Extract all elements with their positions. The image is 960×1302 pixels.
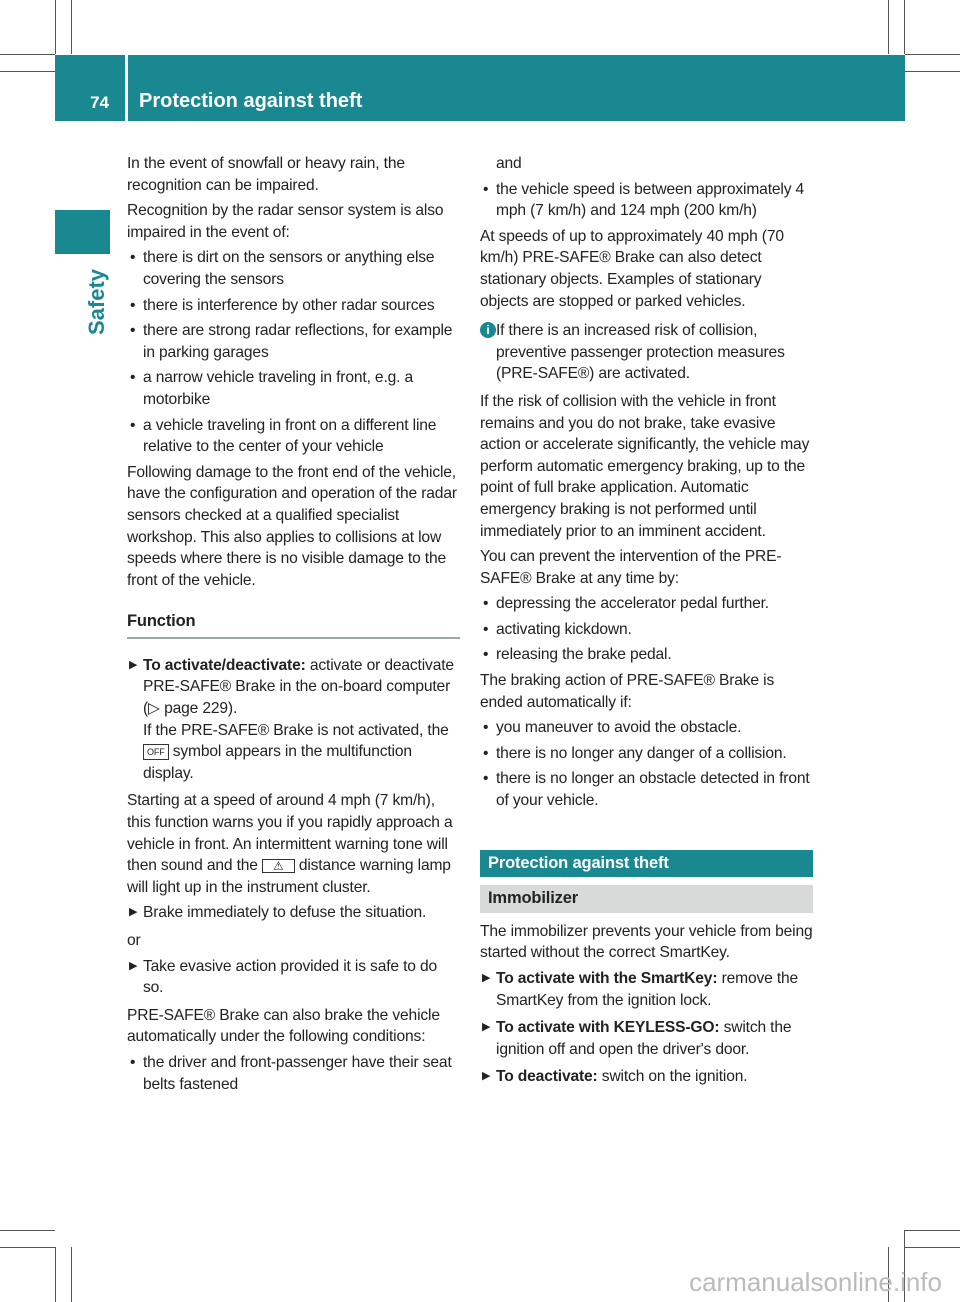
crop-mark (905, 71, 960, 72)
page-title: Protection against theft (139, 90, 363, 112)
list-item: • a narrow vehicle traveling in front, e.g. a motorbike (127, 367, 460, 410)
arrow-icon: ▶ (129, 906, 138, 919)
paragraph: PRE-SAFE® Brake can also brake the vehicle automatically under the following conditions: (127, 1006, 440, 1046)
instruction (480, 968, 813, 1011)
crop-mark (905, 54, 960, 55)
crop-mark (888, 0, 889, 54)
distance-warning-lamp-icon: ⚠ (262, 859, 295, 873)
side-tab-label: Safety (84, 268, 109, 335)
list-item: • there is interference by other radar sources (127, 295, 460, 317)
list-item: • you maneuver to avoid the obstacle. (480, 717, 813, 739)
list-item: • there is no longer any danger of a collision. (480, 743, 813, 765)
paragraph: and (496, 155, 522, 172)
instruction-text: Brake immediately to defuse the situation. (143, 904, 427, 922)
arrow-icon: ▶ (129, 658, 138, 671)
info-text: If there is an increased risk of collision, preventive passenger protection measures (PRE-SAFE®) are activated. (496, 322, 785, 383)
instruction-label: To deactivate: (496, 1068, 598, 1086)
paragraph: At speeds of up to approximately 40 mph (70 km/h) PRE-SAFE® Brake can also detect stationary objects. Examples of stationary objects are stopped or parked vehicles. (480, 227, 784, 310)
instruction-text: switch on the ignition. (601, 1068, 748, 1086)
paragraph: In the event of snowfall or heavy rain, the recognition can be impaired. (127, 155, 405, 194)
page-number: 74 (90, 93, 109, 112)
note-text: If the PRE-SAFE® Brake is not activated, the (143, 721, 449, 739)
crop-mark (71, 0, 72, 54)
arrow-icon: ▶ (129, 959, 138, 972)
instruction (127, 902, 460, 924)
right-column (480, 153, 813, 1094)
paragraph (127, 790, 460, 898)
arrow-icon: ▶ (482, 1021, 491, 1034)
list-item: • there is no longer an obstacle detected in front of your vehicle. (480, 768, 813, 811)
crop-mark (0, 71, 55, 72)
left-column (127, 153, 460, 1099)
instruction-text: activate or deactivate PRE-SAFE® Brake in the on-board computer (▷ page 229). (143, 656, 454, 718)
section-heading: Protection against theft (480, 850, 813, 878)
paragraph: or (127, 932, 141, 949)
paragraph: You can prevent the intervention of the PRE-SAFE® Brake at any time by: (480, 548, 782, 587)
paragraph: The braking action of PRE-SAFE® Brake is ended automatically if: (480, 672, 775, 711)
instruction (127, 956, 460, 999)
arrow-icon: ▶ (482, 972, 491, 984)
pre-safe-off-symbol-icon: OFF (143, 744, 169, 760)
function-heading: Function (127, 611, 460, 639)
paragraph-text: Starting at a speed of around 4 mph (7 km/h), this function warns you if you rapidly approach a vehicle in front. An intermittent warning tone will then sound and the (127, 792, 453, 875)
side-tab-marker (55, 210, 110, 254)
instruction-text: Take evasive action provided it is safe to do so. (143, 957, 438, 997)
crop-mark (905, 1230, 960, 1231)
info-note (480, 320, 813, 385)
arrow-icon: ▶ (482, 1070, 491, 1083)
crop-mark (0, 54, 55, 55)
paragraph: Following damage to the front end of the vehicle, have the configuration and operation of the radar sensors checked at a qualified specialist workshop. This also applies to collisions at low speeds where there is no visible damage to the front of the vehicle. (127, 463, 457, 589)
crop-mark (0, 1247, 55, 1248)
instruction-label: To activate with the SmartKey: (496, 970, 718, 987)
list-item: • there is dirt on the sensors or anything else covering the sensors (127, 247, 460, 290)
instruction-text: remove the SmartKey from the ignition lock. (496, 970, 799, 1009)
list-item: • activating kickdown. (480, 619, 813, 641)
crop-mark (71, 1247, 72, 1302)
crop-mark (0, 1230, 55, 1231)
list-item: • depressing the accelerator pedal further. (480, 593, 813, 615)
list-item: • the driver and front-passenger have their seat belts fastened (127, 1052, 460, 1095)
crop-mark (55, 0, 56, 54)
instruction-label: To activate/deactivate: (143, 656, 306, 674)
list-item: • there are strong radar reflections, for example in parking garages (127, 320, 460, 363)
instruction (480, 1066, 813, 1088)
paragraph-text: distance warning lamp will light up in the instrument cluster. (127, 857, 451, 896)
list-item: • a vehicle traveling in front on a different line relative to the center of your vehicle (127, 415, 460, 458)
note-text: symbol appears in the multifunction display. (143, 743, 412, 782)
crop-mark (55, 1247, 56, 1302)
paragraph: If the risk of collision with the vehicle in front remains and you do not brake, take evasive action or accelerate significantly, the vehicle may perform automatic emergency braking, up to the point of full brake application. Automatic emergency braking is not performed until immediately prior to an imminent accident. (480, 392, 810, 540)
subsection-heading: Immobilizer (480, 885, 813, 913)
paragraph: The immobilizer prevents your vehicle from being started without the correct SmartKey. (480, 922, 813, 962)
crop-mark (905, 1247, 960, 1248)
info-icon: i (480, 322, 496, 338)
page-number-box (55, 55, 125, 121)
instruction-label: To activate with KEYLESS-GO: (496, 1019, 720, 1037)
watermark: carmanualsonline.info (689, 1267, 942, 1297)
header-bar (128, 55, 905, 121)
list-item: • releasing the brake pedal. (480, 644, 813, 666)
paragraph: Recognition by the radar sensor system is also impaired in the event of: (127, 202, 444, 241)
list-item: • the vehicle speed is between approximately 4 mph (7 km/h) and 124 mph (200 km/h) (480, 179, 813, 222)
instruction-text: switch the ignition off and open the driver's door. (496, 1019, 792, 1058)
instruction (127, 655, 460, 785)
crop-mark (904, 0, 905, 54)
instruction (480, 1017, 813, 1060)
